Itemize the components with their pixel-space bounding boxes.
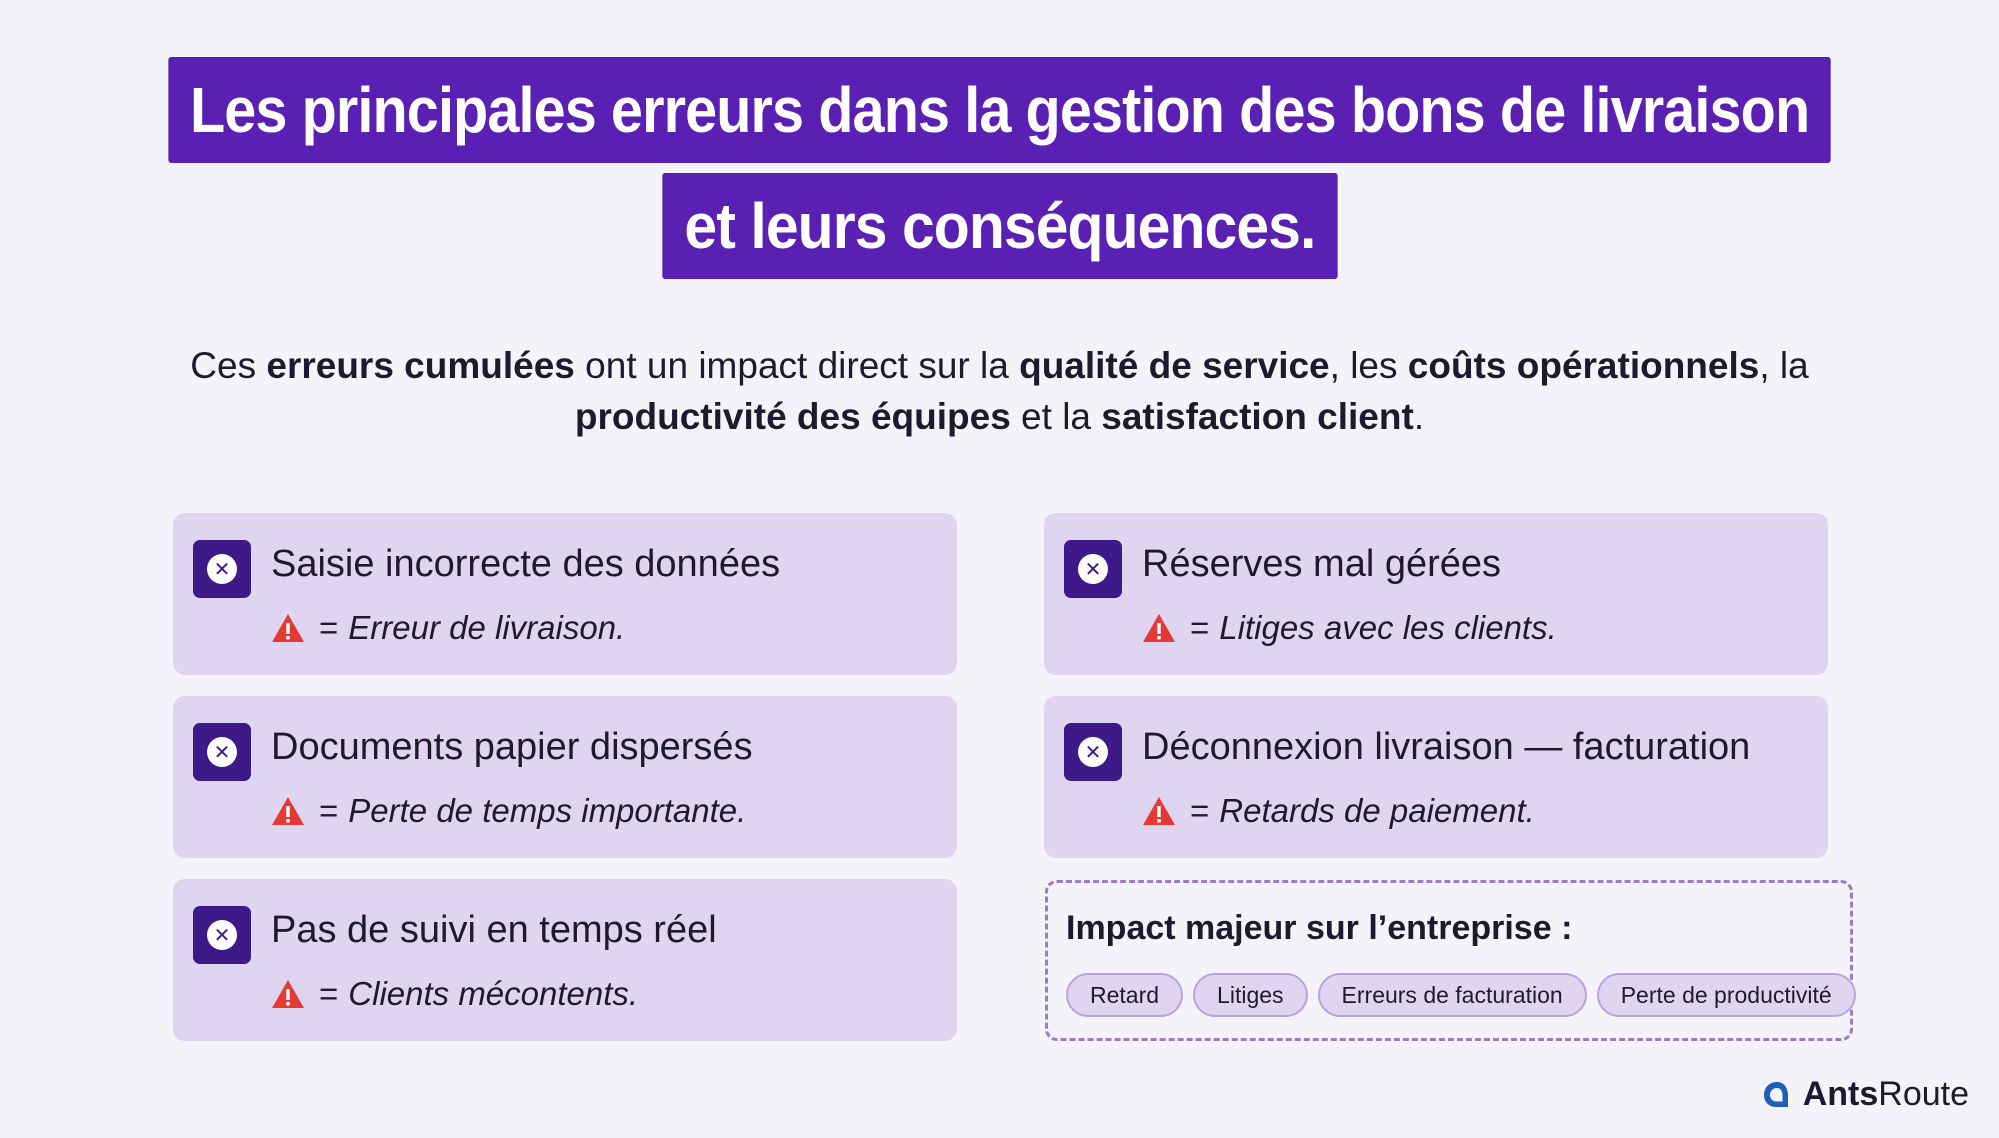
equals-sign: = — [1190, 792, 1210, 829]
equals-sign: = — [319, 975, 339, 1012]
error-card — [1044, 513, 1828, 675]
warning-triangle-icon — [271, 979, 305, 1009]
title-block — [0, 57, 1999, 279]
impact-box — [1045, 880, 1853, 1041]
error-consequence — [271, 609, 625, 647]
equals-sign: = — [319, 609, 339, 646]
brand-logo — [1761, 1075, 1969, 1114]
warning-triangle-icon — [271, 796, 305, 826]
warning-triangle-icon — [271, 613, 305, 643]
error-title: Réserves mal gérées — [1142, 543, 1502, 585]
x-circle-icon: ✕ — [193, 723, 251, 781]
intro-text: et la — [1010, 396, 1102, 437]
x-circle-icon: ✕ — [193, 540, 251, 598]
error-consequence — [1142, 792, 1535, 830]
error-card — [173, 879, 957, 1041]
error-card — [1044, 696, 1828, 858]
impact-title: Impact majeur sur l’entreprise : — [1066, 909, 1573, 947]
error-title: Documents papier dispersés — [271, 726, 753, 768]
consequence-text: Perte de temps importante. — [348, 792, 747, 829]
page-title-line-1: Les principales erreurs dans la gestion des bons de livraison — [168, 57, 1830, 163]
error-card — [173, 696, 957, 858]
logo-text-regular: Route — [1878, 1075, 1969, 1113]
error-consequence — [271, 975, 638, 1013]
consequence-text: Erreur de livraison. — [348, 609, 626, 646]
impact-tag: Litiges — [1193, 973, 1307, 1017]
consequence-text: Clients mécontents. — [348, 975, 639, 1012]
error-consequence — [1142, 609, 1557, 647]
warning-triangle-icon — [1142, 796, 1176, 826]
intro-paragraph — [150, 340, 1849, 442]
intro-bold: satisfaction client — [1101, 396, 1414, 437]
antsroute-logo-icon — [1761, 1079, 1793, 1111]
intro-text: Ces — [190, 345, 267, 386]
intro-bold: erreurs cumulées — [266, 345, 575, 386]
page-title-line-2: et leurs conséquences. — [662, 173, 1337, 279]
impact-tag: Retard — [1066, 973, 1183, 1017]
error-title: Saisie incorrecte des données — [271, 543, 781, 585]
x-circle-icon: ✕ — [193, 906, 251, 964]
warning-triangle-icon — [1142, 613, 1176, 643]
error-consequence — [271, 792, 746, 830]
consequence-text: Litiges avec les clients. — [1219, 609, 1557, 646]
x-circle-icon: ✕ — [1064, 540, 1122, 598]
intro-bold: coûts opérationnels — [1407, 345, 1760, 386]
impact-tags — [1066, 973, 1856, 1017]
consequence-text: Retards de paiement. — [1219, 792, 1535, 829]
error-title: Déconnexion livraison — facturation — [1142, 726, 1751, 768]
x-circle-icon: ✕ — [1064, 723, 1122, 781]
equals-sign: = — [319, 792, 339, 829]
logo-text-bold: Ants — [1802, 1075, 1879, 1113]
intro-text: ont un impact direct sur la — [574, 345, 1020, 386]
impact-tag: Erreurs de facturation — [1318, 973, 1587, 1017]
intro-text: , la — [1759, 345, 1809, 386]
intro-text: , les — [1329, 345, 1408, 386]
intro-bold: qualité de service — [1019, 345, 1330, 386]
intro-bold: productivité des équipes — [574, 396, 1011, 437]
impact-tag: Perte de productivité — [1597, 973, 1856, 1017]
intro-text: . — [1413, 396, 1425, 437]
equals-sign: = — [1190, 609, 1210, 646]
error-title: Pas de suivi en temps réel — [271, 909, 717, 951]
error-card — [173, 513, 957, 675]
